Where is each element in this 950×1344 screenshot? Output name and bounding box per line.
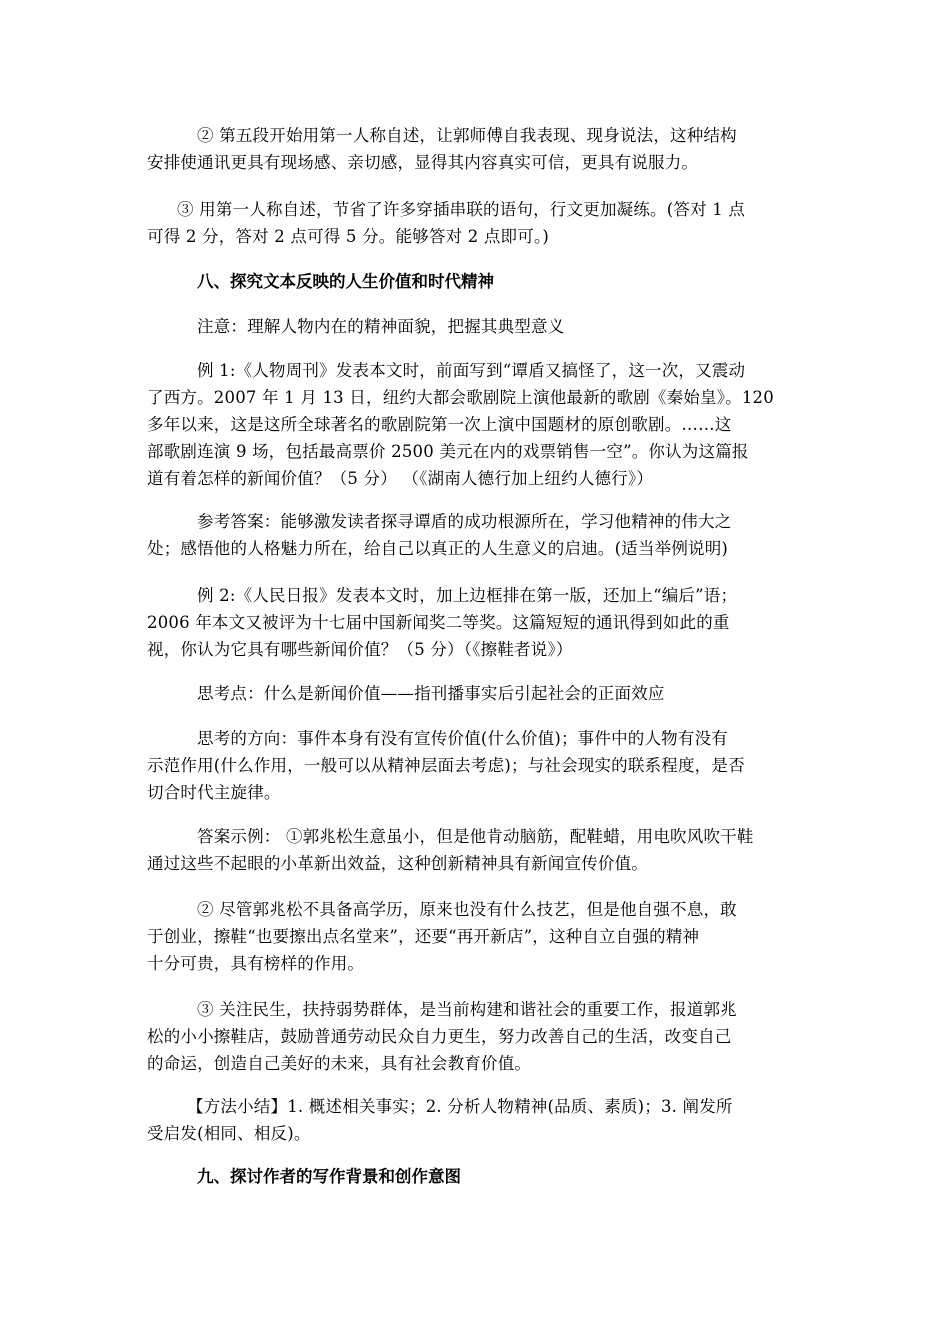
text-line: 例 2:《人民日报》发表本文时，加上边框排在第一版，还加上“编后”语； (197, 586, 738, 605)
paragraph-point-3 (147, 196, 807, 250)
answer-example-2-paragraph (147, 896, 807, 977)
text-line: 松的小小擦鞋店，鼓励普通劳动民众自力更生，努力改善自己的生活，改变自己 (147, 1027, 732, 1046)
text-line: 多年以来，这是这所全球著名的歌剧院第一次上演中国题材的原创歌剧。……这 (147, 415, 732, 434)
text-line: 注意：理解人物内在的精神面貌，把握其典型意义 (197, 317, 565, 336)
text-line: ② 第五段开始用第一人称自述，让郭师傅自我表现、现身说法，这种结构 (197, 126, 737, 145)
text-line: 处；感悟他的人格魅力所在，给自己以真正的人生意义的启迪。(适当举例说明) (147, 539, 729, 558)
text-line: 答案示例： ①郭兆松生意虽小，但是他肯动脑筋，配鞋蜡，用电吹风吹干鞋 (197, 827, 754, 846)
answer-example-3-paragraph (147, 996, 807, 1077)
think-point-paragraph (147, 680, 807, 707)
text-line: 部歌剧连演 9 场，包括最高票价 2500 美元在内的戏票销售一空”。你认为这篇报 (147, 442, 749, 461)
text-line: ③ 关注民生，扶持弱势群体，是当前构建和谐社会的重要工作，报道郭兆 (197, 1000, 737, 1019)
text-line: 受启发(相同、相反)。 (147, 1124, 311, 1143)
text-line: ③ 用第一人称自述，节省了许多穿插串联的语句，行文更加凝练。(答对 1 点 (177, 200, 746, 219)
example-2-paragraph (147, 582, 807, 663)
text-line: 通过这些不起眼的小革新出效益，这种创新精神具有新闻宣传价值。 (147, 854, 648, 873)
method-summary-paragraph (147, 1093, 807, 1147)
text-line: ② 尽管郭兆松不具备高学历，原来也没有什么技艺，但是他自强不息，敢 (197, 900, 737, 919)
text-line: 示范作用(什么作用，一般可以从精神层面去考虑)；与社会现实的联系程度，是否 (147, 756, 745, 775)
thinking-direction-paragraph (147, 725, 807, 806)
example-1-paragraph (147, 357, 807, 492)
text-line: 参考答案：能够激发读者探寻谭盾的成功根源所在，学习他精神的伟大之 (197, 512, 732, 531)
text-line: 2006 年本文又被评为十七届中国新闻奖二等奖。这篇短短的通讯得到如此的重 (147, 613, 730, 632)
reference-answer-paragraph (147, 508, 807, 562)
text-line: 思考的方向：事件本身有没有宣传价值(什么价值)；事件中的人物有没有 (197, 729, 728, 748)
text-line: 思考点：什么是新闻价值——指刊播事实后引起社会的正面效应 (197, 684, 665, 703)
answer-example-1-paragraph (147, 823, 807, 877)
text-line: 道有着怎样的新闻价值？（5 分） （《湖南人德行加上纽约人德行》） (147, 469, 654, 488)
text-line: 【方法小结】1. 概述相关事实；2. 分析人物精神(品质、素质)；3. 阐发所 (187, 1097, 733, 1116)
text-line: 于创业，擦鞋“也要擦出点名堂来”，还要“再开新店”，这种自立自强的精神 (147, 927, 700, 946)
text-line: 视，你认为它具有哪些新闻价值？（5 分）（《擦鞋者说》） (147, 640, 573, 659)
text-line: 切合时代主旋律。 (147, 783, 281, 802)
text-line: 例 1:《人物周刊》发表本文时，前面写到“谭盾又搞怪了，这一次，又震动 (197, 361, 746, 380)
note-paragraph (147, 313, 807, 340)
section-heading-8: 八、探究文本反映的人生价值和时代精神 (197, 272, 494, 291)
text-line: 十分可贵，具有榜样的作用。 (147, 954, 365, 973)
section-heading-9: 九、探讨作者的写作背景和创作意图 (197, 1167, 461, 1186)
paragraph-point-2 (147, 122, 807, 176)
text-line: 的命运，创造自己美好的未来，具有社会教育价值。 (147, 1054, 532, 1073)
text-line: 可得 2 分，答对 2 点可得 5 分。能够答对 2 点即可。) (147, 227, 550, 246)
text-line: 安排使通讯更具有现场感、亲切感，显得其内容真实可信，更具有说服力。 (147, 153, 699, 172)
text-line: 了西方。2007 年 1 月 13 日，纽约大都会歌剧院上演他最新的歌剧《秦始皇》。120 (147, 388, 774, 407)
